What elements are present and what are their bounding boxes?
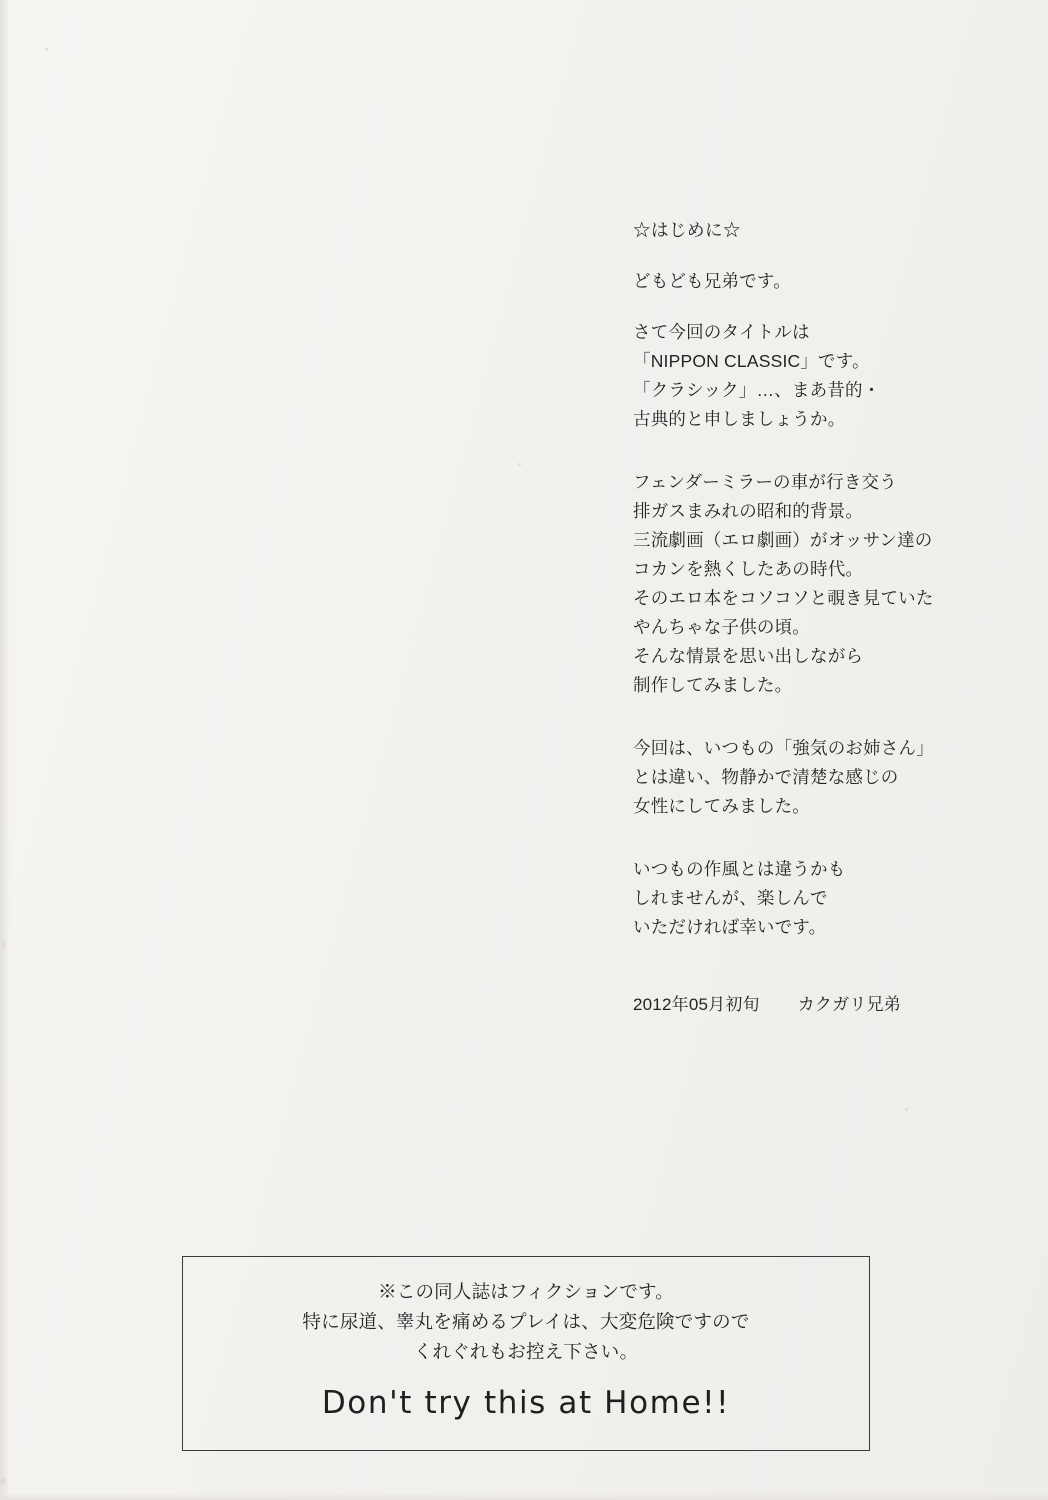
afterword-line: そのエロ本をコソコソと覗き見ていた — [633, 588, 934, 608]
afterword-line: 排ガスまみれの昭和的背景。 — [633, 501, 864, 521]
afterword-signature — [633, 996, 1013, 1013]
afterword-line: さて今回のタイトルは — [633, 322, 810, 342]
afterword-line: フェンダーミラーの車が行き交う — [633, 472, 897, 492]
paper-speck — [518, 463, 521, 466]
paper-speck — [45, 48, 48, 51]
spacer — [633, 290, 1013, 324]
afterword-line: 「クラシック」…、まあ昔的・ — [633, 380, 881, 400]
afterword-greeting: どもども兄弟です。 — [633, 270, 791, 291]
spacer — [633, 827, 1013, 861]
afterword-line: いつもの作風とは違うかも — [633, 859, 846, 879]
afterword-line: 「NIPPON CLASSIC」です。 — [633, 351, 870, 371]
disclaimer-line: ※この同人誌はフィクションです。 — [378, 1281, 674, 1302]
paper-speck — [905, 1108, 908, 1111]
page-edge-left — [0, 0, 10, 1500]
page-edge-bottom — [0, 1492, 1048, 1500]
afterword-paragraph-3 — [633, 740, 1013, 827]
afterword-heading: ☆はじめに☆ — [633, 220, 741, 240]
signature-date: 2012年05月初旬 — [633, 995, 760, 1014]
paper-speck — [2, 940, 6, 950]
afterword-section — [633, 222, 1013, 1013]
afterword-line: 今回は、いつもの「強気のお姉さん」 — [633, 738, 934, 758]
signature-author: カクガリ兄弟 — [797, 995, 901, 1014]
afterword-paragraph-4 — [633, 861, 1013, 948]
disclaimer-line: くれぐれもお控え下さい。 — [413, 1340, 639, 1362]
spacer — [633, 706, 1013, 740]
afterword-paragraph-1 — [633, 324, 1013, 440]
afterword-line: 古典的と申しましょうか。 — [633, 409, 846, 429]
disclaimer-box — [182, 1256, 870, 1451]
afterword-line: コカンを熱くしたあの時代。 — [633, 559, 864, 579]
paper-speck — [0, 1478, 6, 1484]
afterword-line: そんな情景を思い出しながら — [633, 646, 864, 666]
afterword-line: しれませんが、楽しんで — [633, 888, 828, 908]
afterword-paragraph-2 — [633, 474, 1013, 706]
afterword-line: 三流劇画（エロ劇画）がオッサン達の — [633, 530, 933, 550]
spacer — [633, 240, 1013, 273]
spacer — [633, 948, 1013, 996]
spacer — [633, 440, 1013, 474]
afterword-line: いただければ幸いです。 — [633, 917, 827, 937]
disclaimer-headline: Don't try this at Home!! — [321, 1384, 731, 1421]
afterword-line: やんちゃな子供の頃。 — [633, 617, 810, 637]
afterword-line: 制作してみました。 — [633, 675, 793, 695]
afterword-line: とは違い、物静かで清楚な感じの — [633, 767, 899, 787]
disclaimer-line: 特に尿道、睾丸を痛めるプレイは、大変危険ですので — [302, 1310, 750, 1332]
afterword-line: 女性にしてみました。 — [633, 796, 810, 816]
